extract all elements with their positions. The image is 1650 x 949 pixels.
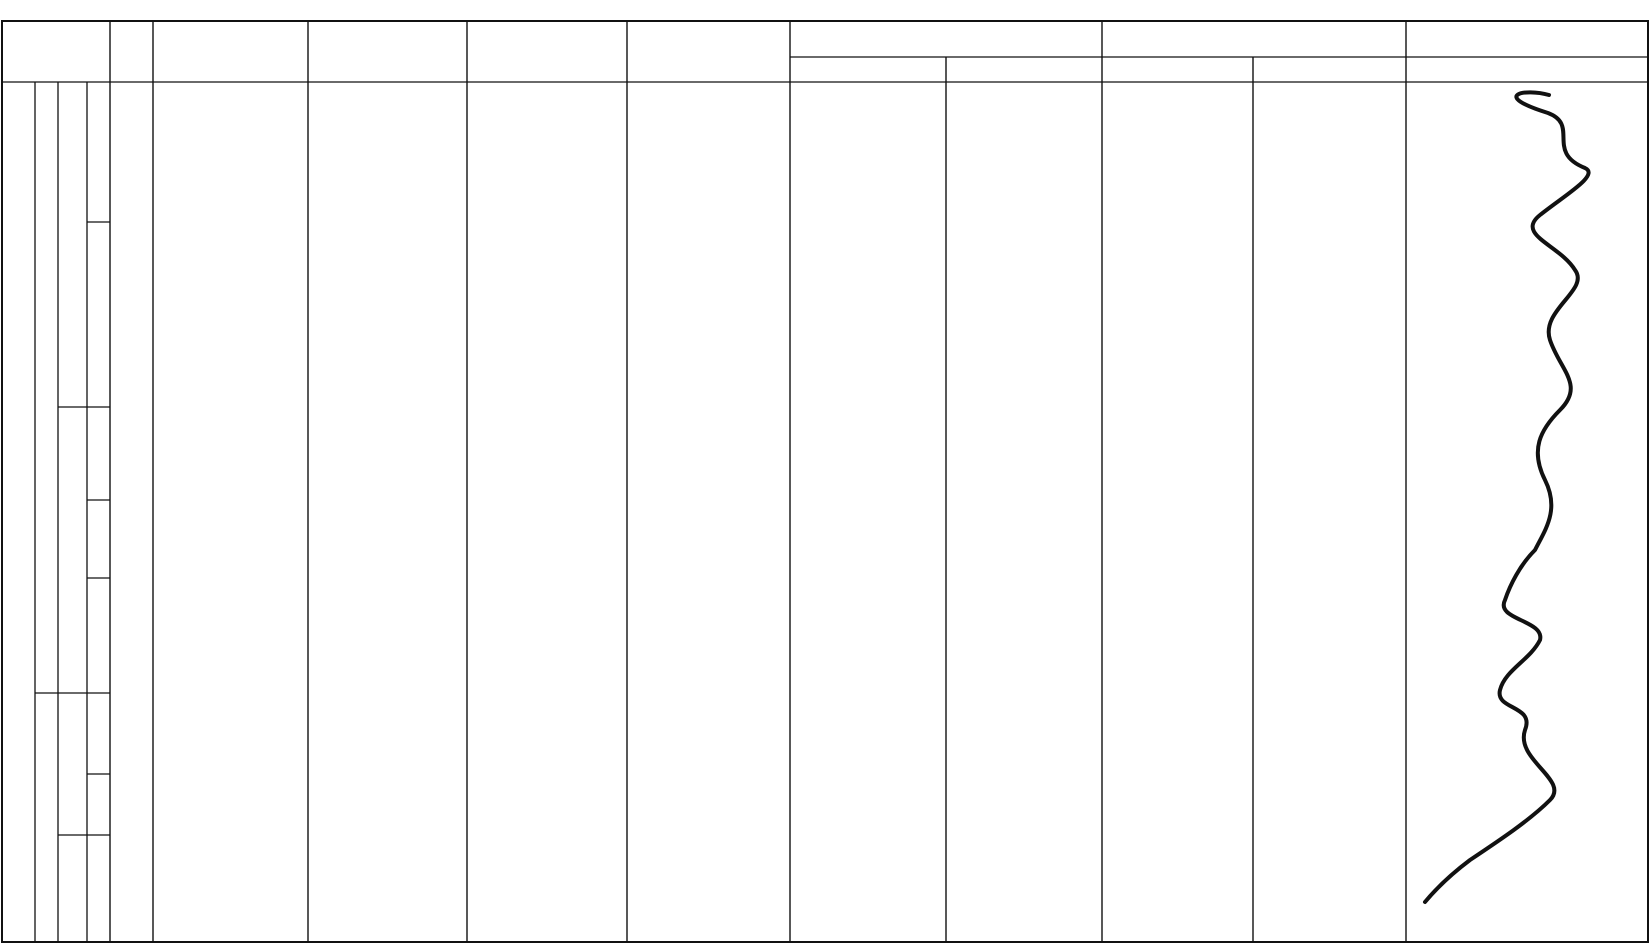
temperature-curve (1425, 92, 1589, 902)
table-border (2, 21, 1648, 942)
